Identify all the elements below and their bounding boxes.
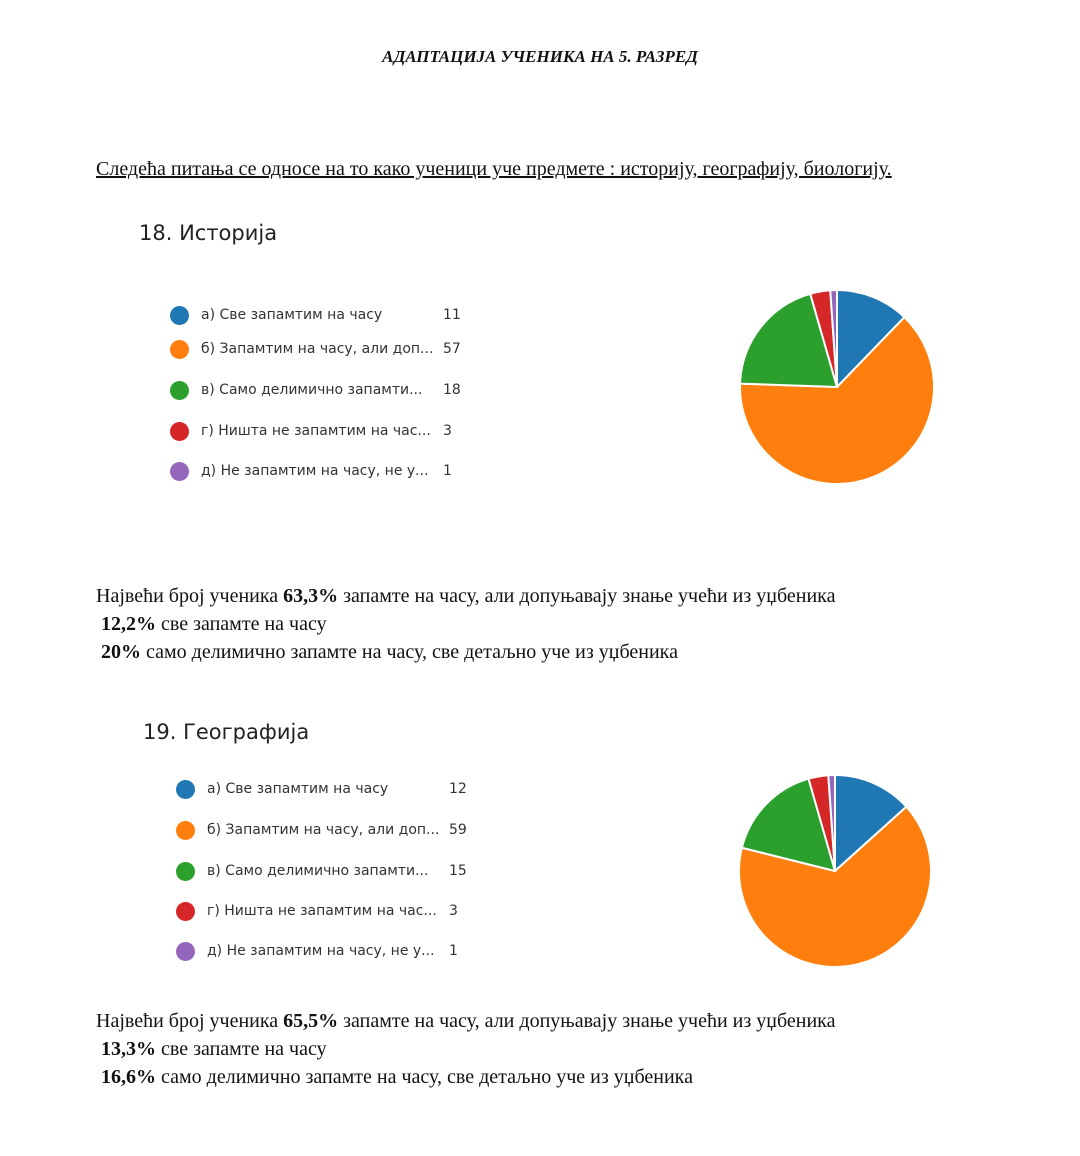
summary-1 xyxy=(96,582,835,666)
legend-dot-a xyxy=(170,306,189,325)
chart1-legend-item xyxy=(170,339,470,361)
chart2-legend-item xyxy=(176,820,476,842)
legend-dot-b xyxy=(170,340,189,359)
chart1-legend-item xyxy=(170,305,470,327)
legend-dot-b xyxy=(176,821,195,840)
chart1-legend-item xyxy=(170,461,470,483)
legend-label: г) Ништа не запамтим на час... xyxy=(201,423,431,439)
legend-count: 57 xyxy=(443,341,461,357)
legend-dot-c xyxy=(170,381,189,400)
legend-label: г) Ништа не запамтим на час... xyxy=(207,903,437,919)
intro-text: Следећа питања се односе на то како ученици уче предмете : историју, географију, биологију. xyxy=(96,158,892,180)
chart2-legend-item xyxy=(176,941,476,963)
legend-label: в) Само делимично запамти... xyxy=(207,863,429,879)
chart1-pie xyxy=(737,287,937,487)
legend-label: д) Не запамтим на часу, не у... xyxy=(207,943,435,959)
legend-count: 3 xyxy=(443,423,452,439)
chart1-title: 18. Историја xyxy=(139,221,278,245)
legend-count: 12 xyxy=(449,781,467,797)
legend-dot-c xyxy=(176,862,195,881)
legend-count: 11 xyxy=(443,307,461,323)
chart1-legend-item xyxy=(170,380,470,402)
summary1-line3: 20% само делимично запамте на часу, све детаљно уче из уџбеника xyxy=(101,641,678,663)
chart2-legend-item xyxy=(176,901,476,923)
summary1-line2: 12,2% све запамте на часу xyxy=(101,613,327,635)
legend-label: б) Запамтим на часу, али доп... xyxy=(201,341,434,357)
summary2-line2: 13,3% све запамте на часу xyxy=(101,1038,327,1060)
legend-count: 1 xyxy=(443,463,452,479)
legend-dot-e xyxy=(176,942,195,961)
legend-dot-d xyxy=(176,902,195,921)
summary-2 xyxy=(96,1007,835,1091)
legend-dot-a xyxy=(176,780,195,799)
chart2-pie xyxy=(736,772,934,970)
legend-label: а) Све запамтим на часу xyxy=(207,781,389,797)
legend-dot-d xyxy=(170,422,189,441)
legend-count: 15 xyxy=(449,863,467,879)
legend-label: д) Не запамтим на часу, не у... xyxy=(201,463,429,479)
summary2-line3: 16,6% само делимично запамте на часу, све детаљно уче из уџбеника xyxy=(101,1066,693,1088)
chart2-title: 19. Географија xyxy=(143,720,310,744)
chart2-legend-item xyxy=(176,861,476,883)
legend-label: а) Све запамтим на часу xyxy=(201,307,383,323)
legend-dot-e xyxy=(170,462,189,481)
document-title: АДАПТАЦИЈА УЧЕНИКА НА 5. РАЗРЕД xyxy=(382,47,698,66)
chart2-legend-item xyxy=(176,779,476,801)
legend-count: 59 xyxy=(449,822,467,838)
chart1-legend-item xyxy=(170,421,470,443)
legend-label: в) Само делимично запамти... xyxy=(201,382,423,398)
summary2-line1: Највећи број ученика 65,5% запамте на часу, али допуњавају знање учећи из уџбеника xyxy=(96,1010,836,1032)
summary1-line1: Највећи број ученика 63,3% запамте на часу, али допуњавају знање учећи из уџбеника xyxy=(96,585,836,607)
legend-count: 3 xyxy=(449,903,458,919)
legend-count: 1 xyxy=(449,943,458,959)
legend-count: 18 xyxy=(443,382,461,398)
legend-label: б) Запамтим на часу, али доп... xyxy=(207,822,440,838)
